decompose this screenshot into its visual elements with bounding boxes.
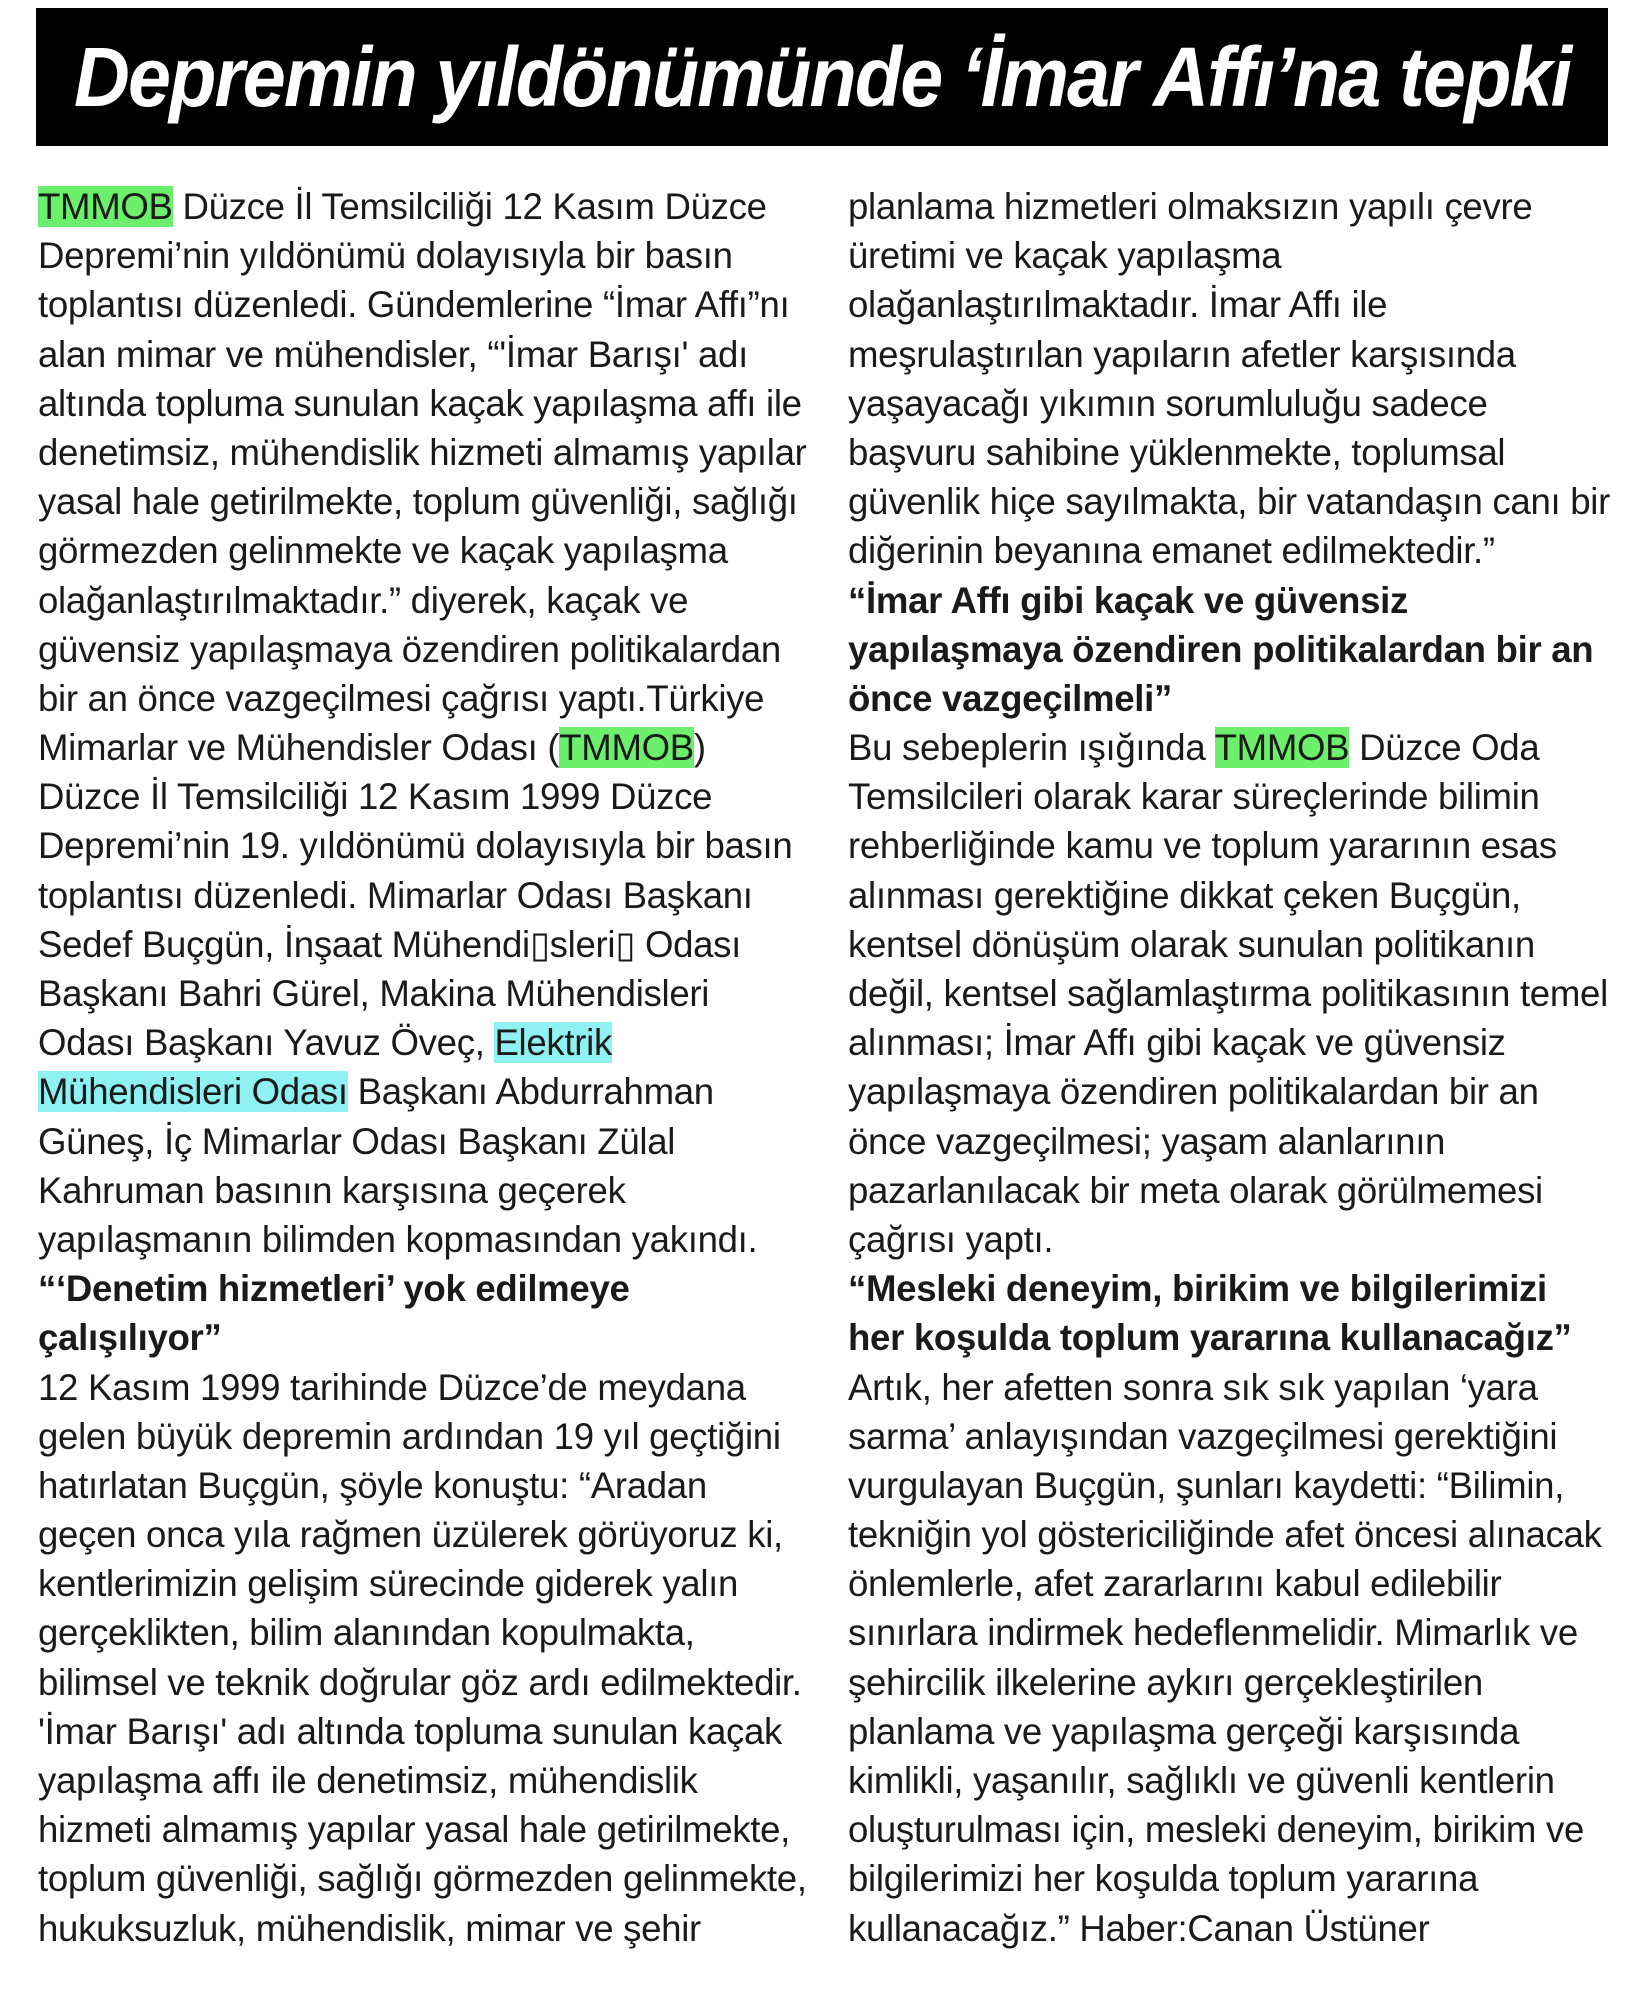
- article-line: [848, 1854, 1618, 1903]
- text-segment: Sedef Buçgün, İnşaat Mühendi▯sleri▯ Odası: [38, 923, 742, 965]
- text-segment: önce vazgeçilmesi; yaşam alanlarının: [848, 1120, 1446, 1162]
- article-line: [38, 723, 808, 772]
- text-segment: Düzce İl Temsilciliği 12 Kasım 1999 Düzce: [38, 776, 713, 818]
- article-line: [38, 871, 808, 920]
- article-line: [848, 1608, 1618, 1657]
- text-segment: olağanlaştırılmaktadır.” diyerek, kaçak ve: [38, 579, 689, 621]
- text-segment: güvensiz yapılaşmaya özendiren politikalardan: [38, 628, 781, 670]
- article-line: [38, 280, 808, 329]
- article-line: [38, 1608, 808, 1657]
- article-line: [848, 772, 1618, 821]
- article-line: [848, 871, 1618, 920]
- text-segment: olağanlaştırılmaktadır. İmar Affı ile: [848, 284, 1388, 326]
- subheading-line: [38, 1313, 808, 1362]
- article-line: [38, 1854, 808, 1903]
- article-line: [38, 379, 808, 428]
- article-line: [38, 231, 808, 280]
- article-line: [848, 1658, 1618, 1707]
- article-line: [38, 1559, 808, 1608]
- text-segment: Temsilcileri olarak karar süreçlerinde bilimin: [848, 776, 1540, 818]
- text-segment: gerçeklikten, bilim alanından kopulmakta,: [38, 1612, 695, 1654]
- text-segment: Depremi’nin yıldönümü dolayısıyla bir basın: [38, 235, 733, 277]
- text-segment: kentlerimizin gelişim sürecinde giderek yalın: [38, 1563, 739, 1605]
- article-line: [38, 1756, 808, 1805]
- text-segment: Güneş, İç Mimarlar Odası Başkanı Zülal: [38, 1120, 676, 1162]
- text-segment: Depremi’nin 19. yıldönümü dolayısıyla bir basın: [38, 825, 793, 867]
- text-segment: planlama ve yapılaşma gerçeği karşısında: [848, 1710, 1520, 1752]
- text-segment: şehircilik ilkelerine aykırı gerçekleştirilen: [848, 1661, 1483, 1703]
- text-segment: alınması gerektiğine dikkat çeken Buçgün,: [848, 874, 1521, 916]
- subheading-line: [38, 1264, 808, 1313]
- article-column-right: [848, 182, 1618, 1953]
- article-line: [848, 1018, 1618, 1067]
- article-line: [848, 920, 1618, 969]
- article-line: [848, 1510, 1618, 1559]
- text-segment: görmezden gelinmekte ve kaçak yapılaşma: [38, 530, 728, 572]
- text-segment: “‘Denetim hizmetleri’ yok edilmeye: [38, 1268, 630, 1310]
- text-segment: her koşulda toplum yararına kullanacağız”: [848, 1317, 1572, 1359]
- article-line: [848, 1363, 1618, 1412]
- article-line: [38, 1461, 808, 1510]
- article-line: [848, 1805, 1618, 1854]
- text-segment: hatırlatan Buçgün, şöyle konuştu: “Aradan: [38, 1464, 707, 1506]
- text-segment: yasal hale getirilmekte, toplum güvenliği, sağlığı: [38, 481, 798, 523]
- text-segment: kentsel dönüşüm olarak sunulan politikanın: [848, 923, 1535, 965]
- article-line: [38, 576, 808, 625]
- highlighted-term: Elektrik: [494, 1022, 612, 1064]
- text-segment: değil, kentsel sağlamlaştırma politikasının temel: [848, 973, 1608, 1014]
- text-segment: rehberliğinde kamu ve toplum yararının esas: [848, 825, 1557, 867]
- article-line: [848, 330, 1618, 379]
- text-segment: yapılaşma affı ile denetimsiz, mühendislik: [38, 1760, 698, 1801]
- text-segment: hukuksuzluk, mühendislik, mimar ve şehir: [38, 1907, 701, 1949]
- article-line: [38, 1510, 808, 1559]
- article-line: [38, 1707, 808, 1756]
- text-segment: güvenlik hiçe sayılmakta, bir vatandaşın canı bir: [848, 481, 1610, 523]
- text-segment: denetimsiz, mühendislik hizmeti almamış yapılar: [38, 431, 807, 473]
- text-segment: Başkanı Bahri Gürel, Makina Mühendisleri: [38, 973, 710, 1014]
- article-line: [848, 1215, 1618, 1264]
- article-line: [848, 231, 1618, 280]
- text-segment: “İmar Affı gibi kaçak ve güvensiz: [848, 579, 1408, 621]
- text-segment: üretimi ve kaçak yapılaşma: [848, 235, 1282, 277]
- subheading-line: [848, 625, 1618, 674]
- subheading-line: [848, 1313, 1618, 1362]
- article-line: [848, 1067, 1618, 1116]
- text-segment: oluşturulması için, mesleki deneyim, birikim ve: [848, 1809, 1584, 1851]
- text-segment: kimlikli, yaşanılır, sağlıklı ve güvenli kentlerin: [848, 1760, 1555, 1801]
- subheading-line: [848, 576, 1618, 625]
- article-line: [848, 723, 1618, 772]
- text-segment: yaşayacağı yıkımın sorumluluğu sadece: [848, 382, 1488, 424]
- article-line: [38, 1658, 808, 1707]
- text-segment: hizmeti almamış yapılar yasal hale getirilmekte,: [38, 1809, 790, 1851]
- article-line: [38, 182, 808, 231]
- text-segment: Bu sebeplerin ışığında: [848, 727, 1215, 769]
- article-line: [848, 969, 1618, 1018]
- article-line: [848, 1461, 1618, 1510]
- text-segment: yapılaşmanın bilimden kopmasından yakındı.: [38, 1218, 758, 1260]
- text-segment: önce vazgeçilmeli”: [848, 677, 1172, 719]
- article-line: [38, 674, 808, 723]
- article-line: [848, 1166, 1618, 1215]
- text-segment: sınırlara indirmek hedeflenmelidir. Mimarlık ve: [848, 1612, 1578, 1654]
- article-line: [38, 1904, 808, 1953]
- text-segment: yapılaşmaya özendiren politikalardan bir an: [848, 628, 1594, 670]
- article-line: [38, 1215, 808, 1264]
- article-line: [848, 1117, 1618, 1166]
- article-line: [848, 1756, 1618, 1805]
- text-segment: bir an önce vazgeçilmesi çağrısı yaptı.Türkiye: [38, 677, 765, 719]
- text-segment: altında topluma sunulan kaçak yapılaşma affı ile: [38, 382, 802, 424]
- article-line: [38, 772, 808, 821]
- headline: Depremin yıldönümünde ‘İmar Affı’na tepki: [73, 30, 1571, 124]
- article-line: [38, 428, 808, 477]
- subheading-line: [848, 674, 1618, 723]
- highlighted-term: TMMOB: [1214, 727, 1350, 769]
- text-segment: alınması; İmar Affı gibi kaçak ve güvensiz: [848, 1022, 1506, 1064]
- article-line: [38, 920, 808, 969]
- article-line: [38, 1117, 808, 1166]
- article-line: [848, 526, 1618, 575]
- article-line: [848, 1707, 1618, 1756]
- text-segment: meşrulaştırılan yapıların afetler karşısında: [848, 333, 1516, 375]
- highlighted-term: TMMOB: [38, 186, 173, 227]
- text-segment: gelen büyük depremin ardından 19 yıl geçtiğini: [38, 1415, 781, 1457]
- text-segment: geçen onca yıla rağmen üzülerek görüyoruz ki,: [38, 1514, 783, 1556]
- subheading-line: [848, 1264, 1618, 1313]
- text-segment: başvuru sahibine yüklenmekte, toplumsal: [848, 431, 1506, 473]
- text-segment: bilgilerimizi her koşulda toplum yararına: [848, 1858, 1479, 1900]
- text-segment: tekniğin yol göstericiliğinde afet öncesi alınacak: [848, 1514, 1602, 1556]
- article-line: [38, 330, 808, 379]
- highlighted-term: TMMOB: [559, 727, 694, 769]
- article-line: [38, 477, 808, 526]
- article-line: [38, 1018, 808, 1067]
- text-segment: bilimsel ve teknik doğrular göz ardı edilmektedir.: [38, 1661, 802, 1703]
- article-line: [38, 969, 808, 1018]
- article-line: [848, 379, 1618, 428]
- text-segment: ): [693, 727, 706, 769]
- text-segment: çağrısı yaptı.: [848, 1218, 1054, 1260]
- article-line: [38, 625, 808, 674]
- article-line: [38, 821, 808, 870]
- text-segment: Düzce İl Temsilciliği 12 Kasım Düzce: [172, 186, 767, 227]
- text-segment: Mimarlar ve Mühendisler Odası (: [38, 727, 560, 769]
- highlighted-term: Mühendisleri Odası: [38, 1071, 348, 1113]
- text-segment: alan mimar ve mühendisler, “'İmar Barışı' adı: [38, 333, 748, 375]
- text-segment: 'İmar Barışı' adı altında topluma sunulan kaçak: [38, 1710, 783, 1752]
- text-segment: Kahruman basının karşısına geçerek: [38, 1169, 626, 1211]
- text-segment: çalışılıyor”: [38, 1317, 222, 1359]
- text-segment: Başkanı Abdurrahman: [347, 1071, 714, 1113]
- text-segment: pazarlanılacak bir meta olarak görülmemesi: [848, 1169, 1543, 1211]
- text-segment: “Mesleki deneyim, birikim ve bilgilerimizi: [848, 1268, 1547, 1310]
- article-line: [38, 1363, 808, 1412]
- text-segment: Odası Başkanı Yavuz Öveç,: [38, 1022, 495, 1064]
- article-line: [38, 1412, 808, 1461]
- text-segment: planlama hizmetleri olmaksızın yapılı çevre: [848, 186, 1533, 227]
- article-line: [848, 428, 1618, 477]
- text-segment: 12 Kasım 1999 tarihinde Düzce’de meydana: [38, 1366, 746, 1408]
- headline-banner: [36, 8, 1608, 146]
- text-segment: toplantısı düzenledi. Mimarlar Odası Başkanı: [38, 874, 753, 916]
- article-line: [848, 280, 1618, 329]
- article-line: [848, 182, 1618, 231]
- article-line: [848, 821, 1618, 870]
- article-line: [38, 1805, 808, 1854]
- article-line: [848, 1559, 1618, 1608]
- text-segment: vurgulayan Buçgün, şunları kaydetti: “Bilimin,: [848, 1464, 1565, 1506]
- article-line: [38, 1067, 808, 1116]
- text-segment: sarma’ anlayışından vazgeçilmesi gerektiğini: [848, 1415, 1558, 1457]
- article-line: [38, 1166, 808, 1215]
- text-segment: yapılaşmaya özendiren politikalardan bir an: [848, 1071, 1539, 1113]
- article-line: [38, 526, 808, 575]
- article-line: [848, 1412, 1618, 1461]
- text-segment: önlemlerle, afet zararlarını kabul edilebilir: [848, 1563, 1502, 1605]
- text-segment: Artık, her afetten sonra sık sık yapılan ‘yara: [848, 1366, 1538, 1408]
- text-segment: kullanacağız.” Haber:Canan Üstüner: [848, 1907, 1430, 1949]
- text-segment: diğerinin beyanına emanet edilmektedir.”: [848, 530, 1495, 572]
- text-segment: Düzce Oda: [1349, 727, 1540, 769]
- article-column-left: [38, 182, 808, 1953]
- text-segment: toplum güvenliği, sağlığı görmezden gelinmekte,: [38, 1858, 807, 1900]
- text-segment: toplantısı düzenledi. Gündemlerine “İmar Affı”nı: [38, 284, 790, 326]
- article-line: [848, 1904, 1618, 1953]
- article-line: [848, 477, 1618, 526]
